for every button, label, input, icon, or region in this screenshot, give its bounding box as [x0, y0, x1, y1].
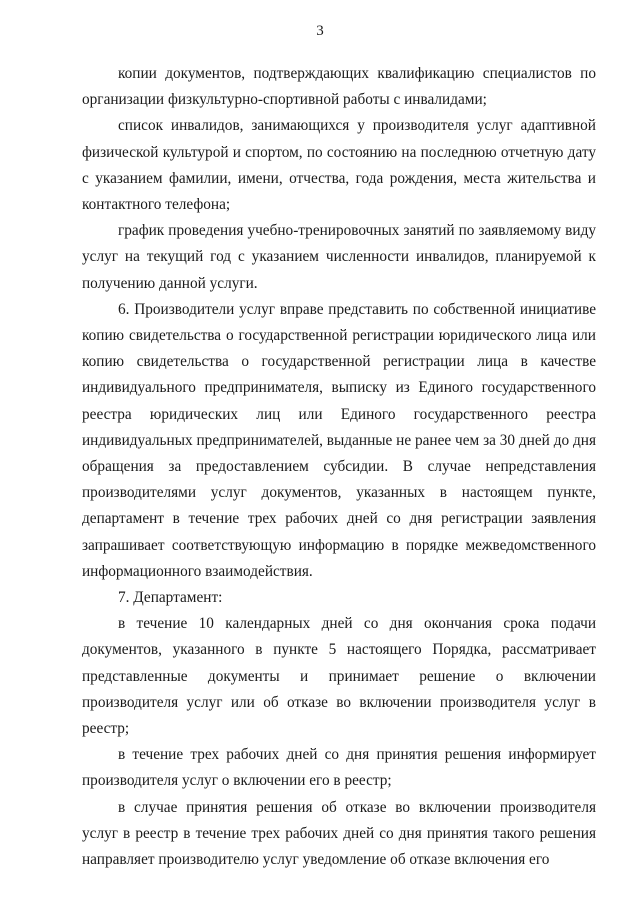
paragraph-training-schedule: график проведения учебно-тренировочных занятий по заявляемому виду услуг на текущий год с указанием численности инвалидов, планируемой к получению данной услуги.	[82, 222, 596, 292]
paragraph-review-documents: в течение 10 календарных дней со дня окончания срока подачи документов, указанного в пункте 5 настоящего Порядка, рассматривает представленные документы и принимает решение о включении производителя услуг или об отказе во включении производителя услуг в реестр;	[82, 615, 596, 738]
paragraph-refusal-notice: в случае принятия решения об отказе во включении производителя услуг в реестр в течение трех рабочих дней со дня принятия такого решения направляет производителю услуг уведомление об отказе включения его	[82, 798, 596, 869]
paragraph-qualification-docs: копии документов, подтверждающих квалификацию специалистов по организации физкультурно-спортивной работы с инвалидами;	[82, 65, 596, 109]
page-number: 3	[316, 23, 324, 39]
paragraph-item-7-heading: 7. Департамент:	[118, 589, 223, 607]
paragraph-disabled-list: список инвалидов, занимающихся у производителя услуг адаптивной физической культурой и спортом, по состоянию на последнюю отчетную дату с указанием фамилии, имени, отчества, года рождения, места жительства и контактного телефона;	[82, 117, 596, 214]
document-body	[82, 61, 596, 873]
paragraph-item-6: 6. Производители услуг вправе представить по собственной инициативе копию свидетельства о государственной регистрации юридического лица или копию свидетельства о государственной регистрации лица в качестве индивидуального предпринимателя, выписку из Единого государственного реестра юридических лиц или Единого государственного реестра индивидуальных предпринимателей, выданные не ранее чем за 30 дней до дня обращения за предоставлением субсидии. В случае непредставления производителями услуг документов, указанных в настоящем пункте, департамент в течение трех рабочих дней со дня регистрации заявления запрашивает соответствующую информацию в порядке межведомственного информационного взаимодействия.	[82, 300, 596, 580]
paragraph-inform-inclusion: в течение трех рабочих дней со дня принятия решения информирует производителя услуг о включении его в реестр;	[82, 746, 596, 790]
